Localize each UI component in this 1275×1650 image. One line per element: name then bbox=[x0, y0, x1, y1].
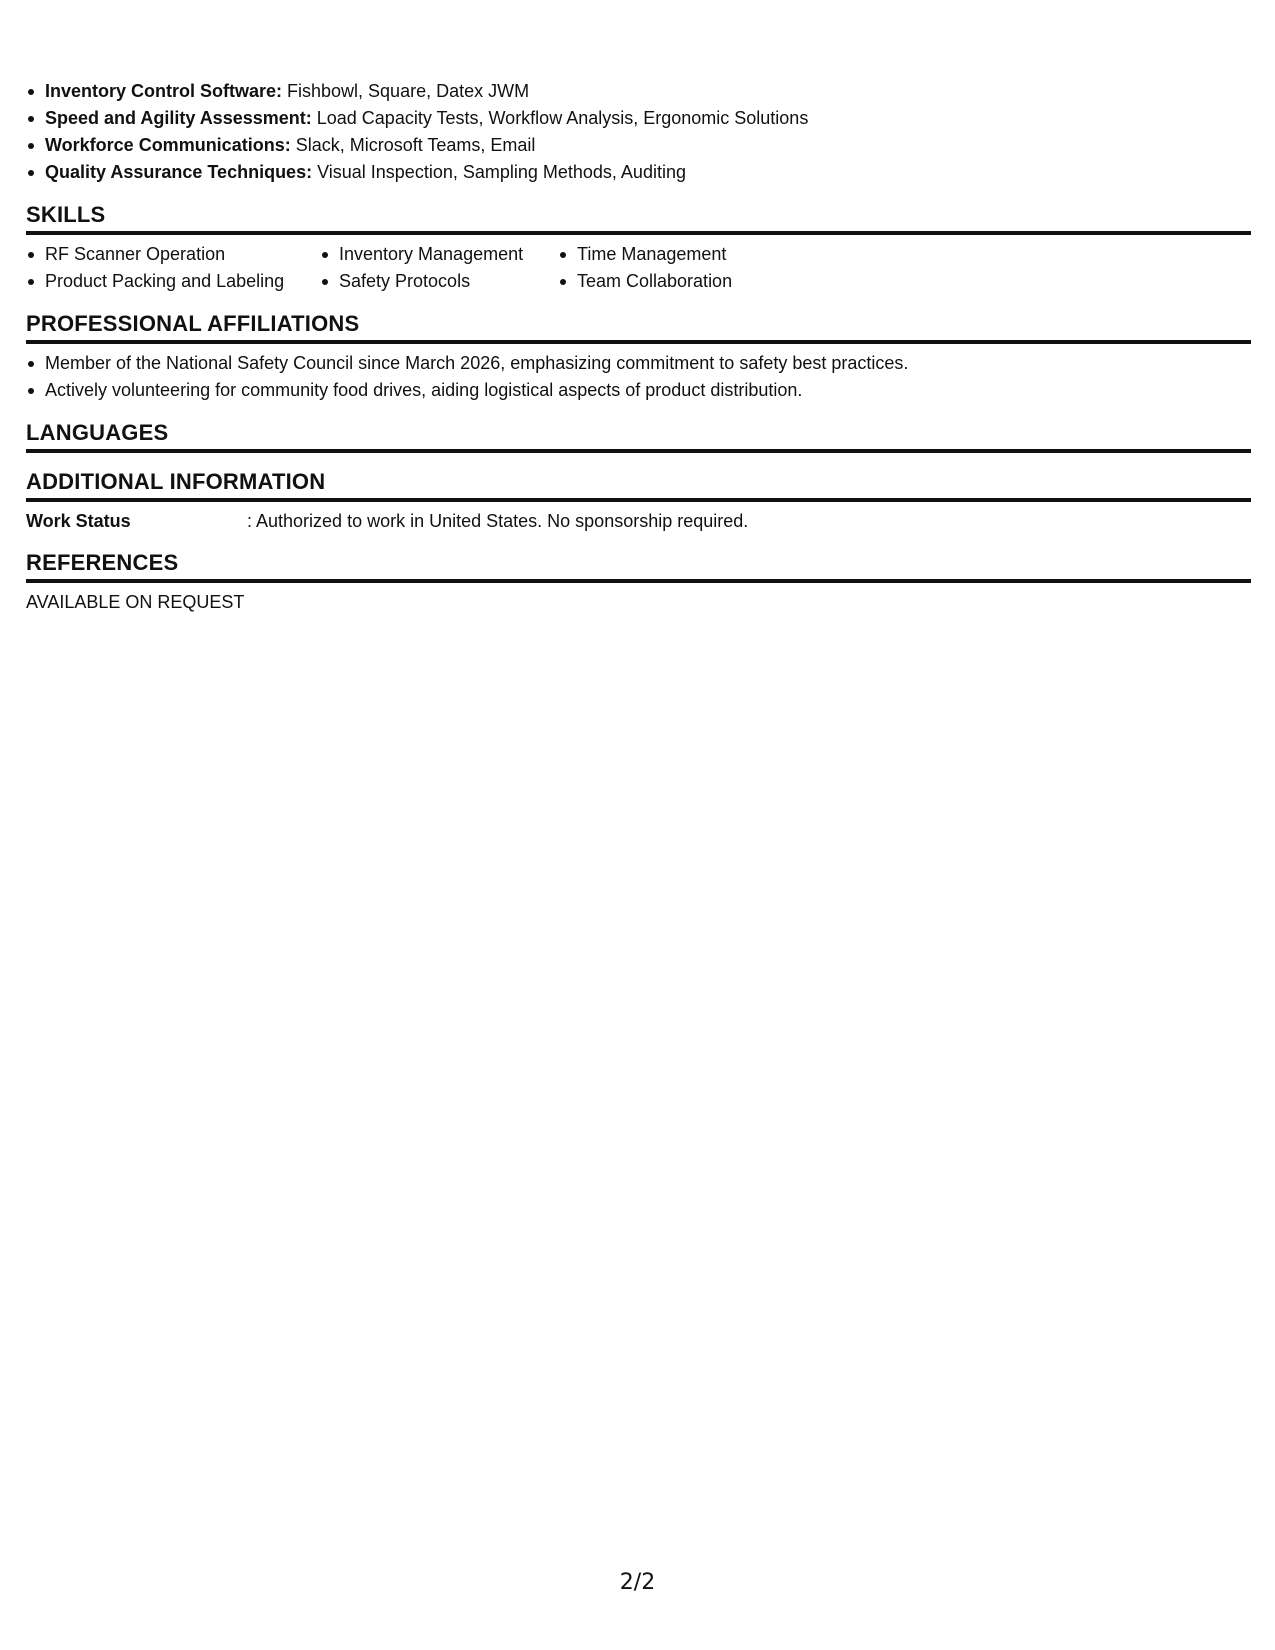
skill-category-value: Load Capacity Tests, Workflow Analysis, Ergonomic Solutions bbox=[311, 108, 809, 128]
references-text: AVAILABLE ON REQUEST bbox=[26, 592, 245, 612]
skills-column bbox=[558, 241, 818, 295]
page-number: 2/2 bbox=[619, 1570, 656, 1595]
skill-category-label: Quality Assurance Techniques: bbox=[45, 162, 313, 182]
additional-info-section bbox=[26, 469, 1251, 534]
skill-category-value: Slack, Microsoft Teams, Email bbox=[290, 135, 536, 155]
skill-item: Time Management bbox=[558, 241, 818, 268]
section-title-languages: LANGUAGES bbox=[26, 420, 1251, 453]
languages-section bbox=[26, 420, 1251, 453]
section-title-affiliations: PROFESSIONAL AFFILIATIONS bbox=[26, 311, 1251, 344]
skill-category-label: Speed and Agility Assessment: bbox=[45, 108, 312, 128]
skill-item: Team Collaboration bbox=[558, 268, 818, 295]
skill-category-value: Fishbowl, Square, Datex JWM bbox=[282, 81, 530, 101]
list-item bbox=[26, 105, 1251, 132]
work-status-row bbox=[26, 508, 1251, 534]
skill-item: Inventory Management bbox=[320, 241, 558, 268]
affiliation-item: Actively volunteering for community food drives, aiding logistical aspects of product distribution. bbox=[26, 377, 1251, 404]
section-title-references: REFERENCES bbox=[26, 550, 1251, 583]
skill-item: Safety Protocols bbox=[320, 268, 558, 295]
skills-column bbox=[26, 241, 320, 295]
skills-column bbox=[320, 241, 558, 295]
section-title-additional-info: ADDITIONAL INFORMATION bbox=[26, 469, 1251, 502]
skill-category-label: Workforce Communications: bbox=[45, 135, 291, 155]
work-status-label: Work Status bbox=[26, 511, 131, 531]
skill-category-label: Inventory Control Software: bbox=[45, 81, 283, 101]
skill-item: RF Scanner Operation bbox=[26, 241, 320, 268]
resume-page bbox=[26, 78, 1251, 615]
affiliation-item: Member of the National Safety Council since March 2026, emphasizing commitment to safety best practices. bbox=[26, 350, 1251, 377]
skills-section bbox=[26, 202, 1251, 295]
list-item bbox=[26, 159, 1251, 186]
technical-skills-list bbox=[26, 78, 1251, 186]
list-item bbox=[26, 78, 1251, 105]
affiliations-section bbox=[26, 311, 1251, 404]
section-title-skills: SKILLS bbox=[26, 202, 1251, 235]
list-item bbox=[26, 132, 1251, 159]
work-status-value: : Authorized to work in United States. No sponsorship required. bbox=[247, 511, 749, 531]
affiliations-list bbox=[26, 350, 1251, 404]
skills-grid bbox=[26, 241, 1251, 295]
skill-item: Product Packing and Labeling bbox=[26, 268, 320, 295]
skill-category-value: Visual Inspection, Sampling Methods, Auditing bbox=[312, 162, 686, 182]
references-section bbox=[26, 550, 1251, 615]
